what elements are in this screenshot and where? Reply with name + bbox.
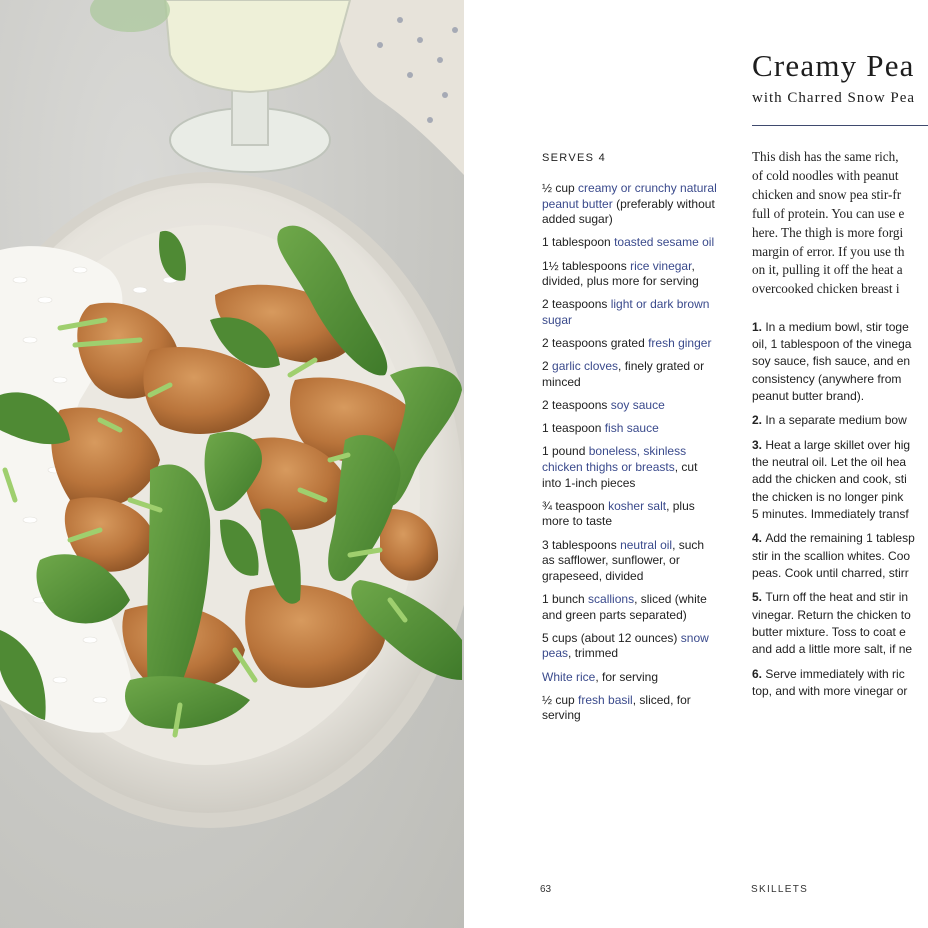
ingredient-name: scallions <box>588 592 635 606</box>
step-text: stir in the scallion whites. Coo <box>752 548 911 563</box>
step-text: top, and with more vinegar or <box>752 683 908 698</box>
step-line <box>752 589 928 606</box>
step-text: In a separate medium bow <box>765 413 907 428</box>
step-line <box>752 624 928 641</box>
method-steps <box>752 319 928 707</box>
ingredient-text: 1 bunch <box>542 592 589 606</box>
intro-line: full of protein. You can use e <box>752 205 905 221</box>
running-head: SKILLETS <box>751 884 809 895</box>
step-line <box>752 489 928 506</box>
step-line <box>752 319 928 336</box>
ingredient-item <box>542 592 718 623</box>
step-text: and add a little more salt, if ne <box>752 642 913 657</box>
ingredient-name: fresh basil <box>578 692 633 707</box>
intro-line: on it, pulling it off the heat a <box>752 262 903 278</box>
ingredient-text: 2 teaspoons grated <box>542 336 649 351</box>
ingredient-item <box>542 259 718 290</box>
step-text: add the chicken and cook, sti <box>752 472 907 487</box>
ingredient-text: , finely grated or minced <box>542 359 705 389</box>
intro-line: overcooked chicken breast i <box>752 281 900 297</box>
ingredient-item <box>542 538 718 585</box>
ingredient-item <box>542 181 718 228</box>
step-text: vinegar. Return the chicken to <box>752 607 911 622</box>
intro-line: of cold noodles with peanut <box>752 167 899 183</box>
step-line <box>752 388 928 405</box>
ingredient-item <box>542 235 718 251</box>
ingredient-name: kosher salt <box>608 498 667 513</box>
step-line <box>752 530 928 547</box>
step-number: 6. <box>752 666 766 681</box>
ingredient-item <box>542 444 718 491</box>
ingredient-text: 2 teaspoons <box>542 297 611 312</box>
step-line <box>752 437 928 454</box>
step-text: oil, 1 tablespoon of the vinega <box>752 337 912 352</box>
ingredient-name: garlic cloves <box>552 359 619 374</box>
step-text: peanut butter brand). <box>752 388 865 403</box>
ingredient-item <box>542 631 718 662</box>
intro-line: This dish has the same rich, <box>752 149 899 164</box>
step-text: peas. Cook until charred, stirr <box>752 565 909 580</box>
ingredient-name: White rice <box>542 669 596 684</box>
step-text: butter mixture. Toss to coat e <box>752 624 906 639</box>
step-line <box>752 412 928 429</box>
method-step <box>752 412 928 429</box>
ingredient-text: , for serving <box>595 669 659 684</box>
step-line <box>752 641 928 658</box>
recipe-title: Creamy Pea <box>752 48 915 83</box>
ingredient-name: fresh ginger <box>648 336 712 351</box>
step-line <box>752 565 928 582</box>
ingredient-name: fish sauce <box>604 421 659 436</box>
ingredient-text: 2 <box>542 359 553 374</box>
step-line <box>752 336 928 353</box>
ingredient-item <box>542 398 718 414</box>
ingredient-name: neutral oil <box>620 537 673 552</box>
ingredient-text: 1 tablespoon <box>542 235 615 250</box>
step-number: 3. <box>752 438 766 452</box>
step-line <box>752 353 928 370</box>
ingredient-name: light or dark brown sugar <box>542 297 710 327</box>
ingredient-text: ¾ teaspoon <box>542 498 609 513</box>
ingredient-text: , sliced, for serving <box>542 692 691 723</box>
step-line <box>752 548 928 565</box>
ingredient-text: , divided, plus more for serving <box>542 258 699 289</box>
method-step <box>752 319 928 405</box>
ingredient-text: ½ cup <box>542 692 579 707</box>
step-number: 2. <box>752 413 766 428</box>
step-line <box>752 471 928 488</box>
ingredient-item <box>542 297 718 328</box>
step-text: the chicken is no longer pink <box>752 489 904 504</box>
ingredient-text: 2 teaspoons <box>542 398 611 413</box>
ingredient-item <box>542 336 718 352</box>
ingredient-text: 1 pound <box>542 444 589 459</box>
step-text: soy sauce, fish sauce, and en <box>752 354 911 369</box>
step-number: 4. <box>752 531 766 546</box>
ingredient-item <box>542 499 718 530</box>
ingredient-name: creamy or crunchy natural peanut butter <box>542 181 717 211</box>
ingredient-name: rice vinegar <box>630 258 692 273</box>
ingredient-text: , cut into 1-inch pieces <box>542 460 698 490</box>
step-line <box>752 683 928 700</box>
step-line <box>752 454 928 471</box>
method-step <box>752 437 928 523</box>
ingredient-name: toasted sesame oil <box>614 235 715 250</box>
title-divider <box>752 125 928 126</box>
method-step <box>752 530 928 582</box>
ingredient-item <box>542 359 718 390</box>
intro-line: here. The thigh is more forgi <box>752 224 904 240</box>
ingredient-text: , such as safflower, sunflower, or grapeseed, divided <box>542 537 705 583</box>
ingredient-list <box>542 181 718 732</box>
ingredient-item <box>542 670 718 686</box>
napkin <box>330 0 464 175</box>
ingredient-text: 5 cups (about 12 ounces) <box>542 630 681 645</box>
ingredient-text: , sliced (white and green parts separated) <box>542 592 707 622</box>
step-text: Add the remaining 1 tablesp <box>765 531 915 546</box>
ingredient-name: snow peas <box>542 630 709 661</box>
recipe-page <box>464 0 928 928</box>
method-step <box>752 589 928 658</box>
step-line <box>752 666 928 683</box>
step-line <box>752 371 928 388</box>
ingredient-text: (preferably without added sugar) <box>542 196 715 227</box>
ingredient-item <box>542 693 718 724</box>
ingredient-name: soy sauce <box>610 398 665 413</box>
step-text: Heat a large skillet over hig <box>765 438 911 452</box>
wine-glass <box>90 0 350 172</box>
ingredient-text: 1½ tablespoons <box>542 258 631 273</box>
ingredient-text: 3 tablespoons <box>542 537 621 552</box>
ingredient-text: , plus more to taste <box>542 498 695 529</box>
step-text: Turn off the heat and stir in <box>765 590 909 605</box>
intro-paragraph <box>752 148 928 299</box>
ingredient-text: ½ cup <box>542 181 579 195</box>
step-number: 1. <box>752 320 766 334</box>
ingredient-text: , trimmed <box>568 646 619 661</box>
recipe-subtitle: with Charred Snow Pea <box>752 90 916 106</box>
ingredient-item <box>542 421 718 437</box>
method-step <box>752 666 928 700</box>
ingredient-name: boneless, skinless chicken thighs or breasts <box>542 444 687 475</box>
serves-label: SERVES 4 <box>542 152 607 164</box>
step-text: 5 minutes. Immediately transf <box>752 506 909 521</box>
step-line <box>752 607 928 624</box>
step-text: In a medium bowl, stir toge <box>765 320 909 334</box>
intro-line: chicken and snow pea stir-fr <box>752 186 902 202</box>
page-number: 63 <box>540 884 552 895</box>
step-text: consistency (anywhere from <box>752 371 902 386</box>
step-text: Serve immediately with ric <box>765 666 905 681</box>
step-line <box>752 506 928 523</box>
step-number: 5. <box>752 590 766 605</box>
intro-line: margin of error. If you use th <box>752 243 905 259</box>
step-text: the neutral oil. Let the oil hea <box>752 455 907 470</box>
ingredient-text: 1 teaspoon <box>542 421 605 436</box>
